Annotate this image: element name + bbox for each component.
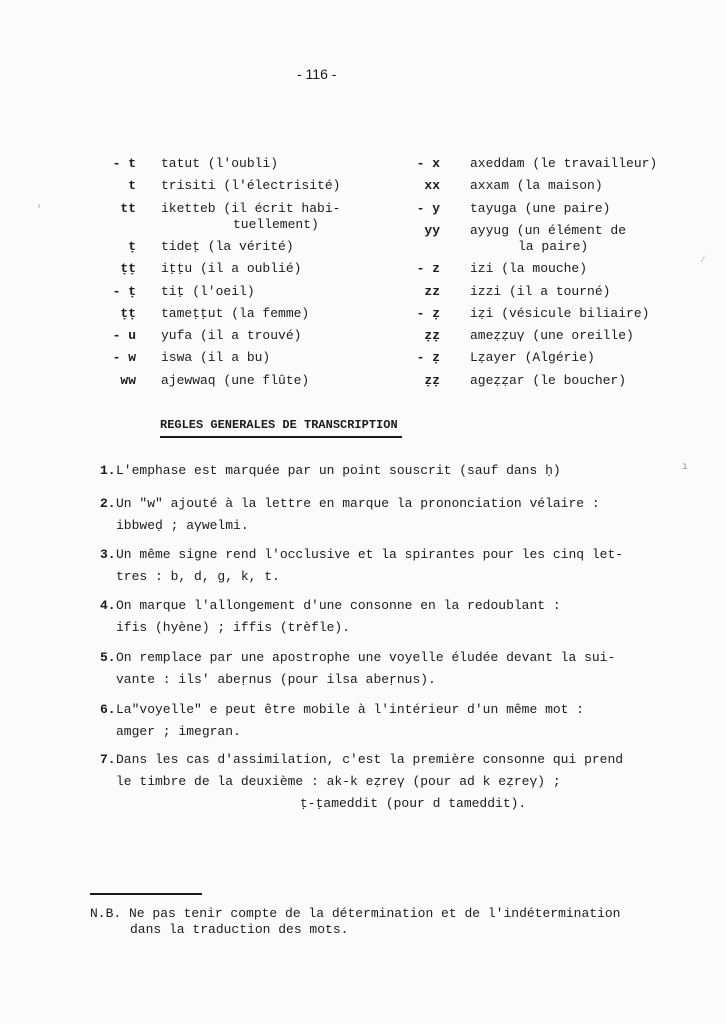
margin-mark: ⁄ (700, 255, 707, 266)
letter-symbol: ṭṭ (120, 305, 136, 321)
letter-symbol: - ẓ (416, 305, 440, 321)
rule-text-line: Un "w" ajouté à la lettre en marque la prononciation vélaire : (116, 496, 600, 511)
example-continuation: tuellement) (233, 216, 319, 232)
letter-symbol: - w (112, 350, 136, 366)
footnote-line-1: N.B. Ne pas tenir compte de la détermination et de l'indétermination (90, 906, 621, 921)
rule-text-line: On marque l'allongement d'une consonne en la redoublant : (116, 598, 561, 613)
heading-underline (160, 436, 402, 438)
example-word: ayyug (un élément de (470, 222, 627, 238)
example-word: axeddam (le travailleur) (470, 156, 658, 171)
example-word: iṭṭu (il a oublié) (161, 261, 302, 277)
example-word: tiṭ (l'oeil) (161, 283, 255, 299)
example-word: Lẓayer (Algérie) (470, 350, 595, 366)
letter-symbol: xx (424, 178, 440, 194)
rule-text-line: tres : b, d, g, k, t. (116, 569, 280, 584)
example-word: iketteb (il écrit habi- (161, 200, 341, 216)
rule-number: 4. (100, 598, 116, 613)
rule-text-line: ibbweḍ ; aγwelmi. (116, 518, 249, 533)
example-word: izi (la mouche) (470, 261, 588, 277)
letter-symbol: - z (416, 261, 440, 277)
letter-symbol: ṭ (128, 238, 136, 254)
letter-symbol: tt (120, 200, 136, 216)
page-number: - 116 - (297, 66, 337, 82)
rule-number: 7. (100, 752, 116, 767)
letter-symbol: zz (424, 283, 440, 299)
letter-symbol: ww (120, 372, 136, 388)
letter-symbol: ẓẓ (424, 328, 440, 344)
letter-symbol: ṭṭ (120, 261, 136, 277)
letter-symbol: - ṭ (112, 283, 136, 299)
rule-text-line: Dans les cas d'assimilation, c'est la première consonne qui prend (116, 752, 624, 767)
letter-symbol: t (128, 178, 136, 194)
example-word: iswa (il a bu) (161, 350, 271, 366)
rule-number: 2. (100, 496, 116, 511)
letter-symbol: - x (416, 156, 440, 171)
margin-mark: ' (36, 205, 43, 216)
margin-mark: ı (682, 462, 689, 473)
example-word: iẓi (vésicule biliaire) (470, 305, 650, 321)
example-word: tideṭ (la vérité) (161, 238, 294, 254)
rule-text-line: ṭ-ṭameddit (pour d tameddit). (300, 796, 527, 811)
rule-text-line: Un même signe rend l'occlusive et la spirantes pour les cinq let- (116, 547, 624, 562)
rule-text-line: vante : ils' abeṛnus (pour ilsa abeṛnus). (116, 672, 436, 687)
letter-symbol: - ẓ (416, 350, 440, 366)
example-continuation: la paire) (518, 238, 589, 254)
footnote-line-2: dans la traduction des mots. (130, 922, 349, 937)
rule-number: 1. (100, 463, 116, 478)
letter-symbol: - u (112, 328, 136, 344)
example-word: trisiti (l'électrisité) (161, 178, 341, 194)
example-word: axxam (la maison) (470, 178, 603, 194)
letter-symbol: ẓẓ (424, 372, 440, 388)
example-word: tatut (l'oubli) (161, 156, 279, 171)
footnote-rule (90, 893, 202, 895)
rule-text-line: La"voyelle" e peut être mobile à l'intérieur d'un même mot : (116, 702, 585, 717)
rule-text-line: L'emphase est marquée par un point souscrit (sauf dans ḥ) (116, 463, 561, 478)
example-word: tameṭṭut (la femme) (161, 305, 310, 321)
example-word: izzi (il a tourné) (470, 283, 611, 299)
example-word: tayuga (une paire) (470, 200, 611, 216)
example-word: ameẓẓuγ (une oreille) (470, 328, 634, 344)
section-heading: REGLES GENERALES DE TRANSCRIPTION (160, 418, 398, 432)
letter-symbol: - y (416, 200, 440, 216)
rule-number: 3. (100, 547, 116, 562)
rule-text-line: On remplace par une apostrophe une voyelle éludée devant la sui- (116, 650, 616, 665)
rule-number: 5. (100, 650, 116, 665)
rule-text-line: ifis (hyène) ; iffis (trèfle). (116, 620, 351, 635)
rule-text-line: amger ; imegran. (116, 724, 241, 739)
example-word: ajewwaq (une flûte) (161, 372, 310, 388)
rule-number: 6. (100, 702, 116, 717)
rule-text-line: le timbre de la deuxième : ak-k eẓreγ (pour ad k eẓreγ) ; (116, 774, 561, 789)
example-word: ageẓẓar (le boucher) (470, 372, 627, 388)
example-word: yufa (il a trouvé) (161, 328, 302, 344)
letter-symbol: - t (112, 156, 136, 171)
letter-symbol: yy (424, 222, 440, 238)
